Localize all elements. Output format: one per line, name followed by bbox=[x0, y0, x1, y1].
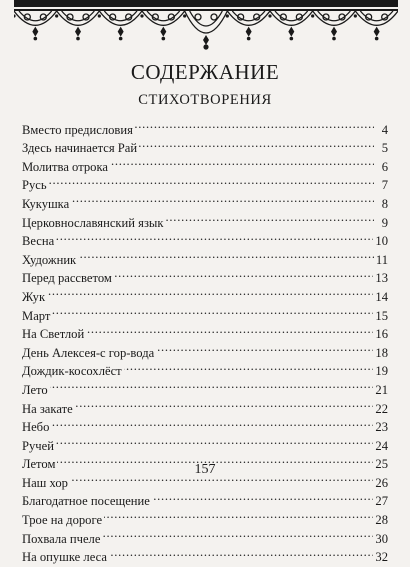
toc-entry bbox=[22, 115, 388, 137]
toc-entry-title: Церковнославянский язык bbox=[22, 215, 164, 230]
toc-entry-page: 28 bbox=[375, 513, 388, 528]
toc-entry-title: Похвала пчеле bbox=[22, 531, 101, 546]
toc-entry bbox=[22, 189, 388, 211]
toc-entry bbox=[22, 208, 388, 230]
dot-leader bbox=[47, 282, 373, 301]
page-number: 157 bbox=[194, 462, 216, 477]
toc-entry-page: 19 bbox=[375, 364, 388, 379]
toc-entry-page: 13 bbox=[375, 271, 388, 286]
toc-entry-title: Молитва отрока bbox=[22, 159, 108, 174]
toc-entry-title: Небо bbox=[22, 420, 50, 435]
toc-entry-title: Здесь начинается Рай bbox=[22, 141, 138, 156]
toc-entry bbox=[22, 301, 388, 323]
dot-leader bbox=[71, 189, 374, 208]
toc-entry bbox=[22, 171, 388, 193]
toc-entry-page: 9 bbox=[381, 215, 388, 230]
toc-entry-page: 24 bbox=[375, 438, 388, 453]
dot-leader bbox=[102, 524, 373, 543]
dot-leader bbox=[135, 115, 374, 134]
dot-leader bbox=[124, 357, 374, 376]
toc-entry-page: 22 bbox=[375, 401, 388, 416]
dot-leader bbox=[139, 134, 374, 153]
dot-leader bbox=[51, 413, 373, 432]
dot-leader bbox=[110, 152, 374, 171]
toc-entry-title: Перед рассветом bbox=[22, 271, 112, 286]
toc-entry-page: 30 bbox=[375, 531, 388, 546]
toc-entry-page: 7 bbox=[381, 178, 388, 193]
toc-entry-page: 14 bbox=[375, 289, 388, 304]
toc-entry-title: Дождик-косохлёст bbox=[22, 364, 122, 379]
dot-leader bbox=[109, 543, 373, 562]
toc-entry-title: На закате bbox=[22, 401, 73, 416]
toc-entry-title: Ручей bbox=[22, 438, 54, 453]
toc-entry-title: Благодатное посещение bbox=[22, 494, 150, 509]
toc-entry-title: Весна bbox=[22, 234, 55, 249]
table-of-contents bbox=[22, 115, 388, 565]
toc-entry-title: На Светлой bbox=[22, 327, 85, 342]
toc-entry-page: 32 bbox=[375, 550, 388, 565]
toc-entry bbox=[22, 431, 388, 453]
dot-leader bbox=[104, 505, 373, 524]
toc-entry-title: На опушке леса bbox=[22, 550, 107, 565]
dot-leader bbox=[114, 264, 374, 283]
dot-leader bbox=[50, 375, 374, 394]
toc-entry-title: Жук bbox=[22, 289, 46, 304]
dot-leader bbox=[52, 301, 373, 320]
page-title: СОДЕРЖАНИЕ bbox=[130, 60, 280, 84]
decorative-header-ornament bbox=[14, 0, 398, 52]
toc-entry bbox=[22, 227, 388, 249]
toc-entry-page: 16 bbox=[375, 327, 388, 342]
toc-entry-page: 15 bbox=[375, 308, 388, 323]
dot-leader bbox=[86, 320, 373, 339]
dot-leader bbox=[56, 227, 373, 246]
dot-leader bbox=[56, 431, 373, 450]
toc-entry-title: Кукушка bbox=[22, 196, 70, 211]
toc-entry-page: 23 bbox=[375, 420, 388, 435]
toc-entry-page: 4 bbox=[381, 122, 388, 137]
toc-entry-page: 21 bbox=[375, 382, 388, 397]
section-heading: СТИХОТВОРЕНИЯ bbox=[138, 92, 272, 108]
toc-entry bbox=[22, 487, 388, 509]
toc-entry-page: 11 bbox=[375, 252, 388, 267]
toc-entry-title: Русь bbox=[22, 178, 47, 193]
toc-entry-title: Трое на дороге bbox=[22, 513, 103, 528]
toc-entry-page: 18 bbox=[375, 345, 388, 360]
toc-entry bbox=[22, 413, 388, 435]
toc-entry-title: Летом bbox=[22, 457, 56, 472]
toc-entry-page: 27 bbox=[375, 494, 388, 509]
toc-entry-page: 10 bbox=[375, 234, 388, 249]
toc-entry-title: Вместо предисловия bbox=[22, 122, 133, 137]
toc-entry bbox=[22, 394, 388, 416]
toc-entry bbox=[22, 320, 388, 342]
toc-entry bbox=[22, 264, 388, 286]
dot-leader bbox=[166, 208, 374, 227]
toc-entry-page: 6 bbox=[381, 159, 388, 174]
toc-entry-page: 8 bbox=[381, 196, 388, 211]
dot-leader bbox=[156, 338, 373, 357]
toc-entry-title: Наш хор bbox=[22, 475, 68, 490]
toc-entry-page: 5 bbox=[381, 141, 388, 156]
toc-entry-title: День Алексея-с гор-вода bbox=[22, 345, 155, 360]
toc-entry-page: 26 bbox=[375, 475, 388, 490]
toc-entry-title: Март bbox=[22, 308, 51, 323]
dot-leader bbox=[152, 487, 374, 506]
toc-entry bbox=[22, 282, 388, 304]
toc-entry-page: 25 bbox=[375, 457, 388, 472]
dot-leader bbox=[75, 394, 374, 413]
dot-leader bbox=[78, 245, 374, 264]
toc-entry bbox=[22, 375, 388, 397]
dot-leader bbox=[49, 171, 374, 190]
toc-entry-title: Художник bbox=[22, 252, 77, 267]
toc-entry-title: Лето bbox=[22, 382, 48, 397]
toc-entry bbox=[22, 245, 388, 267]
